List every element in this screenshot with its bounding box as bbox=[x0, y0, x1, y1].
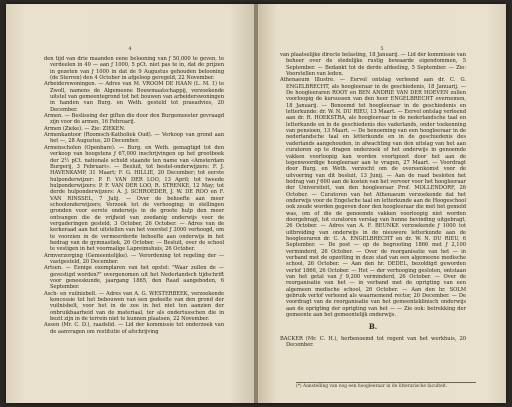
index-entry: Armenscholen (Openbare). — Burg. en Weth. gemagtigd tot den verkoop van hoogstens ƒ 67,000 inschrijvingen op het grootboek der 2½ pCt. nationale schuld staande ten name van «Amsterdam Burgerij, 3 Februari». — Besluit, tot bestel-onderwijzers: F. J. HAVENKAMP, 31 Maart; F. G. HILLIE, 20 December; tot eerste hulponderwijzer: P. F. VAN DER LOO, 13 April; tot tweede hulponderwijzers: P. F. VAN DER LOO, R. STRENKE, 12 May; tot derde hulponderwijzers: A. J. SCHROEDER, J. W. DE ROO en F. VAN RINSSEL, 7 Julij. — Over de behoefte aan meer schoolonderwijzers; Verzoek tot de verhooging; in stellingen gronden voor eerste onderwijs in de groote hulp den meer ontvangen die de vrijheid van zoodanig onderwijs voor de vergaderingen gesteld, 3 October, 26 October. — Adres van de kerkeraad aan het uitstellen van het voorstel ƒ 3000 verhoogd, om te voorzien in de vermeerderde behoefte aan onderwijs in het bedrag van de gymnastiek, 26 October. — Besluit, over de school te vestigen in het voormalige Lapreimshuis, 26 October. bbox=[44, 144, 224, 253]
index-entry: Arbeiderswoningen. — Adres van M. VROOM DE HAAN (L. M. 1) te Zwoll, namens de Algemeene Bouwmaatschappij, verzoekende uitstel van gemeentegrond tot het bouwen van arbeiderswoningen in handen van Burg. en Weth. gesteld tot praeadvies, 20 December. bbox=[44, 81, 224, 113]
index-entry: den tijd van drie maanden eene belooning van ƒ 50,000 te geven, te verdeelen in 40 — aan ƒ 1000, 5 pCt. niet pas te in, dat de prijzen in gezeten van ƒ 1000 in dat de 9 Augustus gehouden belooning (de Sterren) den 4 October in afgeloop geregeld, 22 November. bbox=[44, 56, 224, 82]
index-entry: Athenaeum Illustre. — Eervol ontslag verleend aan dr. C. G. ENGELBRECHT, als hoogleeraar in de geschiedenis, 18 Januarij. — De hoogleeraren ROOY en BEN ANDRIE VAN DER HOEVEN zullen voorloopig de kursussen van den heer ENGELBRECHT overnemen, 18 Januarij. — Benoemd tot hoogleeraar in de geschiedenis en letterkunde: dr. W. N. DU RIEU, 13 Maart. — Eervol ontslag verleend aan dr. R. HOEKSTRA, als hoogleeraar in de nederlandsche taal en letterkunde en in de geschiedenis des vaderlands, onder toekenning van pensioen, 13 Maart. — De benoeming van een hoogleeraar in de nederlandsche taal en letterkunde en in de geschiedenis des vaderlands aangehouden, in afwachting van den uitslag van het aan curatoren op te dragen onderzoek of het onderwijs in genoemde vakken voorloopig kan worden voortgezet door het aan de tegenwoordige hoogleeraar aan te vragen, 27 Maart. — Voordragt door Burg. en Weth. verzocht om de overeenkomst voor de uitvoering van dit besluit, 13 Junij. — Aan de raad besloten het bedrag van ƒ 600 aan de kosten van het vervoer voor het hoogleeraar der Universiteit, van den hoogleeraar Prof. MOLLENDORF, 26 October. — Curatoren van het Athenaeum verzoekende dat het onderwijs voor de Engelsche taal en letterkunde aan de Hoogeschool ook zoude worden gegeven door den hoogleeraar die met het gemeld was, om of die de genoemde vakken voorloopig niet worden doorgebragt, tot curatoren verslag van hunne bevinding uitgebragt, 26 October. — Adres van A. F. BEUNKE verzoekende ƒ 1000 tot uitbreiding van onderwijs in de nieuwere letterkunde aan de hoogleeraren dr. C. A. ENGELBRECHT en dr. W. N. DU RIEU, 6 September. — De post — op de begrooting 1866 met ƒ 2,100 verminderd, 26 October. — Over de reorganisatie van het — in verband met de opzetting in deze stad van een algemeene medische school, 26 October. — Aan den hr. DEDEL, bezoldigd geworden verlof 1866, 26 October. — Het — der verhooging gesloten, ontstaan van het getal van ƒ 9,200 verminderd, 26 October. — Over de reorganisatie van het — in verband met de oprigting van een algemeen medische school, 26 October. — Aan den hr. SOLM gebruik verlof verleend als waarnemend rector, 20 December. — De voordragt van de reorganisatie van het gemeenteklinisch onderwijs aan de oprigting der oprigting van het — — Zie ook: betrekking der gemeente aan het gemeentelijk onderwijs. bbox=[280, 77, 466, 319]
left-page bbox=[6, 4, 254, 403]
footnote: (*) Aanstelling van nog een hoogleeraar in de litterarische faculteit. bbox=[296, 382, 476, 389]
index-entry: Armenkantoor (Roomsch-Katholiek Oud). — Verkoop van grond aan het —, 28 Augustus, 20 December. bbox=[44, 132, 224, 145]
index-entry: Armen. — Beslissing der giften die door den Burgemeester gevraagd zijn voor de armen, 16 Februarij. bbox=[44, 113, 224, 126]
left-page-text bbox=[44, 56, 224, 335]
index-entry: Armverzorging (Gemeentelijke). — Verordening tot regeling der — vastgesteld, 20 December. bbox=[44, 252, 224, 265]
right-page-text bbox=[280, 52, 466, 348]
page-number-left: 4 bbox=[128, 46, 132, 52]
right-page bbox=[258, 4, 506, 403]
index-entry: Asch- en vuilnisbelt. — Adres van A. G. WESTERBEEK, verzoekende koncessie tot het bebouwen van een gedeelte van den grond der vuilnisbelt, voor het in de zee in het niet ten aanzien der onbruikbaarheid van de materiaal, ter als ondertusschen die in bezit zijn in de terrein niet te kunnen plaatsen, 22 November. bbox=[44, 290, 224, 323]
index-entry: Assen (Mr. C. D.), raadslid. — Lid der kommissie tot onderzoek van de aanvragen om restitutie of afschrijving bbox=[44, 322, 224, 335]
index-entry: Artsen. — Eenige exemplaren van het opstel: "Waar zullen de — gevestigd worden?" overgenomen uit het Nederlandsch tijdschrift voor geneeskunde, jaargang 1865, den Raad aangeboden, 6 September. bbox=[44, 265, 224, 291]
section-letter: B. bbox=[368, 322, 378, 332]
index-entry: van plaatselijke directe belasting, 18 Januarij. — Lid der kommissie van beheer over de stedelijke rustig bewaarde eigendommen, 5 September. — Bedankt tot de derde afdeeling, 5 September. — Zie: Voorstellen van leden. bbox=[280, 52, 466, 78]
index-entry-backer: BACKER (Mr. C. H.), herbenoemd tot regent van het werkhuis, 20 December. bbox=[280, 335, 466, 349]
index-entry: Armen (Zieke). — Zie: ZIEKEN. bbox=[44, 125, 126, 132]
book-spread bbox=[6, 4, 506, 403]
page-number-right: 5 bbox=[380, 46, 384, 52]
